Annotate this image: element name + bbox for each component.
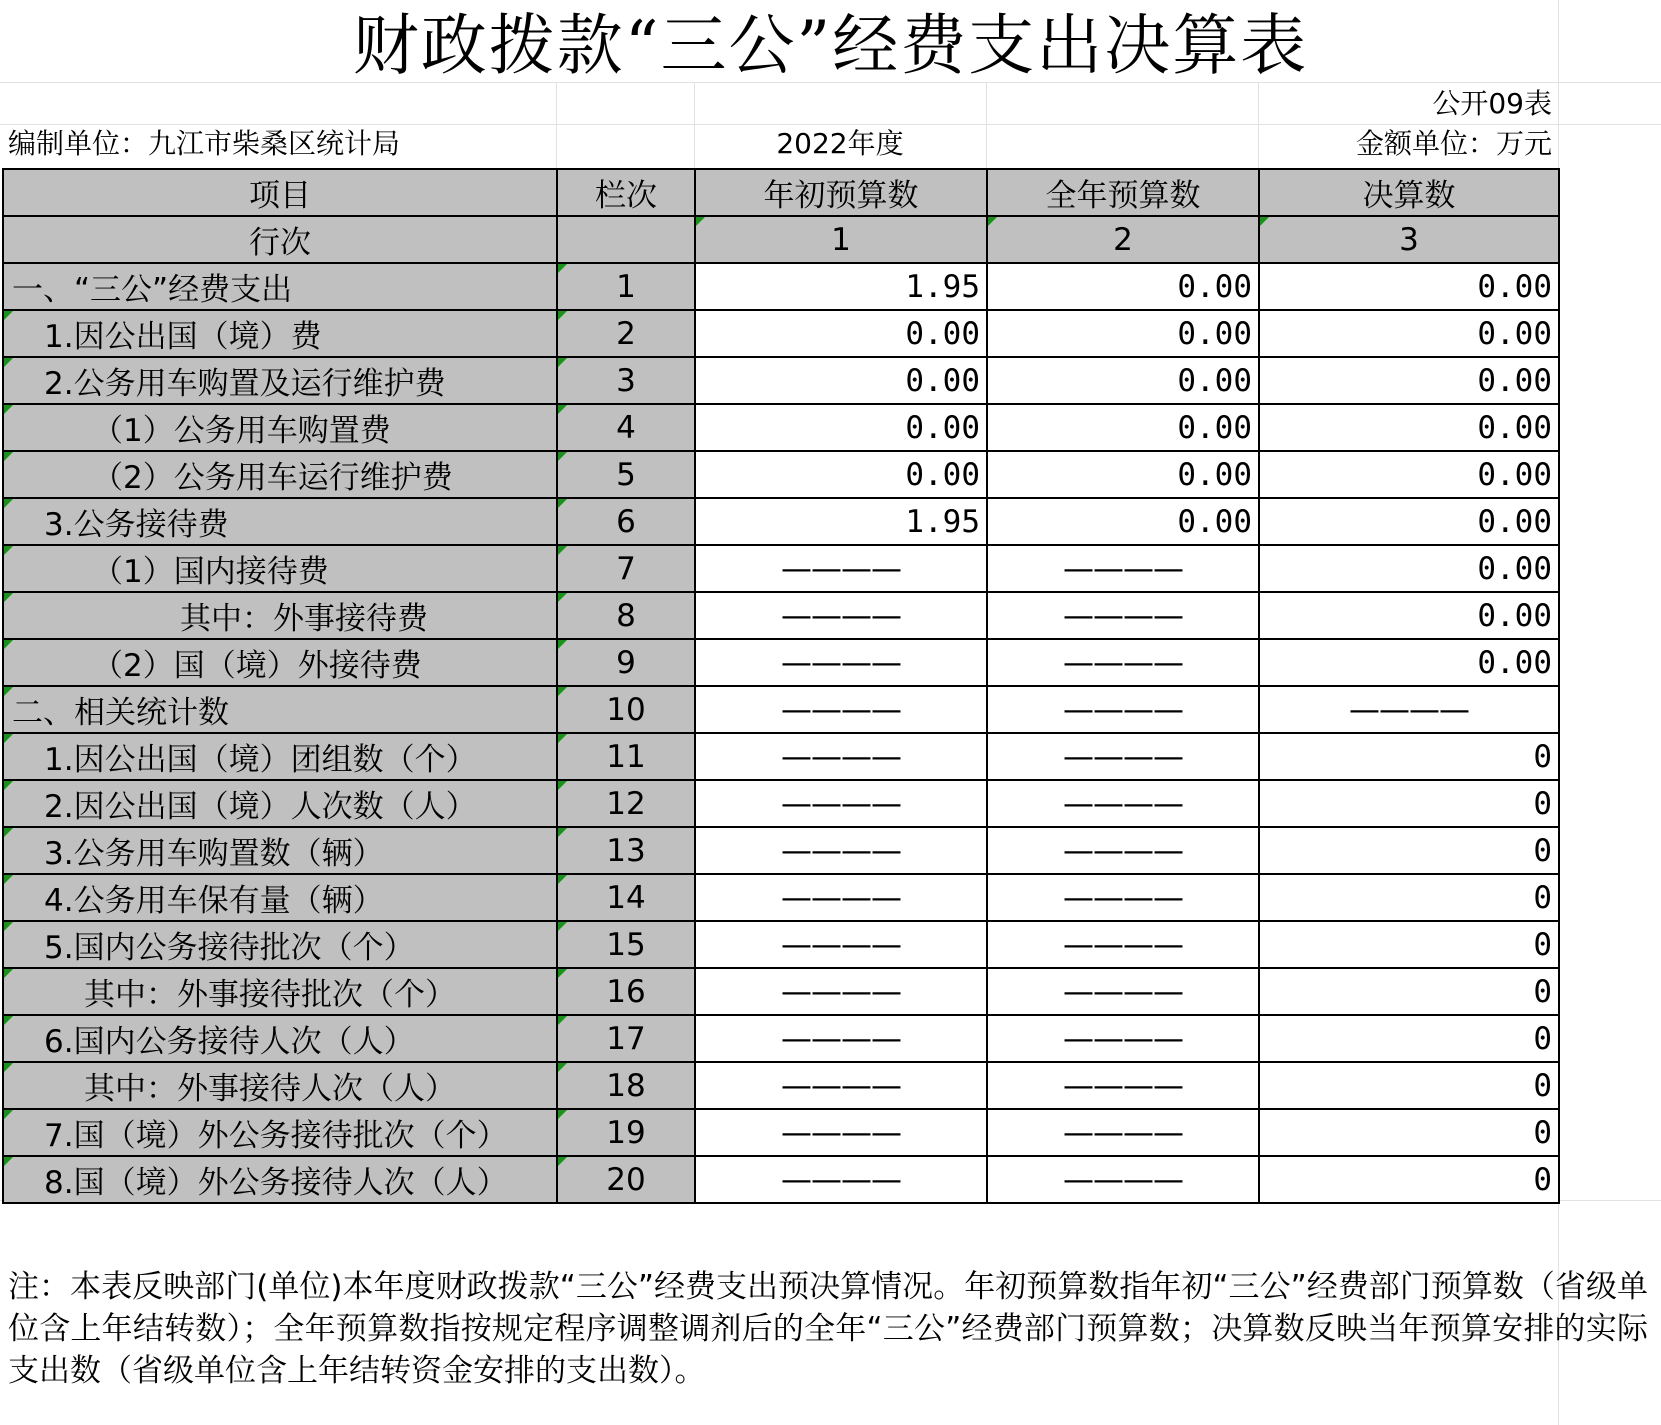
row-item: 1.因公出国（境）费 <box>3 310 557 357</box>
row-item: 其中：外事接待批次（个） <box>3 968 557 1015</box>
row-item: 3.公务接待费 <box>3 498 557 545</box>
row-final-account: 0.00 <box>1259 639 1559 686</box>
row-initial-budget: 0.00 <box>695 404 987 451</box>
header-index-row <box>3 216 1559 263</box>
row-full-year-budget: 0.00 <box>987 404 1259 451</box>
row-initial-budget: ———— <box>695 686 987 733</box>
row-col-no: 19 <box>557 1109 695 1156</box>
row-initial-budget: ———— <box>695 968 987 1015</box>
currency-unit: 金额单位：万元 <box>1355 127 1552 160</box>
report-title: 财政拨款“三公”经费支出决算表 <box>352 7 1309 84</box>
header-index-1: 1 <box>695 216 987 263</box>
row-col-no: 14 <box>557 874 695 921</box>
row-final-account: ———— <box>1259 686 1559 733</box>
row-full-year-budget: ———— <box>987 639 1259 686</box>
table-note: 注：本表反映部门(单位)本年度财政拨款“三公”经费支出预决算情况。年初预算数指年初“三公”经费部门预算数（省级单位含上年结转数）；全年预算数指按规定程序调整调剂后的全年“三公”经费部门预算数；决算数反映当年预算安排的实际支出数（省级单位含上年结转资金安排的支出数）。 <box>8 1269 1648 1389</box>
header-item: 项目 <box>3 169 557 216</box>
row-final-account: 0.00 <box>1259 310 1559 357</box>
row-final-account: 0 <box>1259 968 1559 1015</box>
row-initial-budget: ———— <box>695 1156 987 1203</box>
table-row <box>3 498 1559 545</box>
row-full-year-budget: ———— <box>987 968 1259 1015</box>
row-full-year-budget: ———— <box>987 592 1259 639</box>
table-row <box>3 545 1559 592</box>
row-full-year-budget: ———— <box>987 1109 1259 1156</box>
gridline <box>1258 82 1259 168</box>
row-item: 6.国内公务接待人次（人） <box>3 1015 557 1062</box>
table-row <box>3 1062 1559 1109</box>
gridline <box>556 82 557 168</box>
row-item: 2.因公出国（境）人次数（人） <box>3 780 557 827</box>
table-row <box>3 357 1559 404</box>
row-full-year-budget: 0.00 <box>987 498 1259 545</box>
table-row <box>3 639 1559 686</box>
row-item: 二、相关统计数 <box>3 686 557 733</box>
table-row <box>3 921 1559 968</box>
header-row-label: 行次 <box>3 216 557 263</box>
row-initial-budget: ———— <box>695 592 987 639</box>
row-col-no: 3 <box>557 357 695 404</box>
row-item: 一、“三公”经费支出 <box>3 263 557 310</box>
header-blank <box>557 216 695 263</box>
table-row <box>3 968 1559 1015</box>
row-initial-budget: ———— <box>695 874 987 921</box>
table-row <box>3 404 1559 451</box>
row-initial-budget: ———— <box>695 1062 987 1109</box>
row-final-account: 0 <box>1259 780 1559 827</box>
row-item: 3.公务用车购置数（辆） <box>3 827 557 874</box>
table-row <box>3 310 1559 357</box>
row-final-account: 0 <box>1259 1156 1559 1203</box>
row-col-no: 10 <box>557 686 695 733</box>
table-row <box>3 827 1559 874</box>
row-initial-budget: ———— <box>695 1015 987 1062</box>
row-initial-budget: ———— <box>695 1109 987 1156</box>
row-item: （1）国内接待费 <box>3 545 557 592</box>
row-col-no: 8 <box>557 592 695 639</box>
row-final-account: 0.00 <box>1259 263 1559 310</box>
row-final-account: 0.00 <box>1259 357 1559 404</box>
table-row <box>3 592 1559 639</box>
row-col-no: 6 <box>557 498 695 545</box>
header-index-2: 2 <box>987 216 1259 263</box>
row-full-year-budget: ———— <box>987 874 1259 921</box>
row-full-year-budget: ———— <box>987 1062 1259 1109</box>
row-initial-budget: 1.95 <box>695 263 987 310</box>
row-final-account: 0 <box>1259 733 1559 780</box>
row-initial-budget: ———— <box>695 639 987 686</box>
row-item: （2）公务用车运行维护费 <box>3 451 557 498</box>
row-full-year-budget: ———— <box>987 827 1259 874</box>
gridline <box>986 82 987 168</box>
table-row <box>3 686 1559 733</box>
row-final-account: 0.00 <box>1259 545 1559 592</box>
row-full-year-budget: 0.00 <box>987 310 1259 357</box>
header-initial-budget: 年初预算数 <box>695 169 987 216</box>
table-row <box>3 874 1559 921</box>
table-row <box>3 263 1559 310</box>
compiling-unit: 编制单位：九江市柴桑区统计局 <box>8 127 401 160</box>
row-final-account: 0 <box>1259 874 1559 921</box>
row-initial-budget: 0.00 <box>695 451 987 498</box>
row-col-no: 12 <box>557 780 695 827</box>
table-row <box>3 451 1559 498</box>
row-full-year-budget: ———— <box>987 545 1259 592</box>
table-row <box>3 733 1559 780</box>
row-initial-budget: ———— <box>695 780 987 827</box>
row-full-year-budget: ———— <box>987 1156 1259 1203</box>
gridline <box>0 124 1661 125</box>
row-final-account: 0.00 <box>1259 498 1559 545</box>
fiscal-year: 2022年度 <box>776 127 904 160</box>
row-full-year-budget: ———— <box>987 780 1259 827</box>
row-final-account: 0.00 <box>1259 592 1559 639</box>
row-item: 4.公务用车保有量（辆） <box>3 874 557 921</box>
table-row <box>3 1156 1559 1203</box>
row-col-no: 2 <box>557 310 695 357</box>
header-row <box>3 169 1559 216</box>
row-col-no: 5 <box>557 451 695 498</box>
row-final-account: 0 <box>1259 1062 1559 1109</box>
form-number: 公开09表 <box>1432 87 1552 120</box>
header-col-no: 栏次 <box>557 169 695 216</box>
row-final-account: 0 <box>1259 1015 1559 1062</box>
row-full-year-budget: 0.00 <box>987 357 1259 404</box>
row-initial-budget: ———— <box>695 921 987 968</box>
row-item: （2）国（境）外接待费 <box>3 639 557 686</box>
row-item: 7.国（境）外公务接待批次（个） <box>3 1109 557 1156</box>
header-index-3: 3 <box>1259 216 1559 263</box>
row-full-year-budget: ———— <box>987 921 1259 968</box>
row-initial-budget: ———— <box>695 827 987 874</box>
row-initial-budget: 0.00 <box>695 357 987 404</box>
row-item: 2.公务用车购置及运行维护费 <box>3 357 557 404</box>
row-col-no: 1 <box>557 263 695 310</box>
row-final-account: 0.00 <box>1259 404 1559 451</box>
row-item: （1）公务用车购置费 <box>3 404 557 451</box>
row-col-no: 9 <box>557 639 695 686</box>
row-initial-budget: ———— <box>695 545 987 592</box>
row-final-account: 0 <box>1259 1109 1559 1156</box>
row-col-no: 7 <box>557 545 695 592</box>
header-final-account: 决算数 <box>1259 169 1559 216</box>
row-col-no: 20 <box>557 1156 695 1203</box>
row-full-year-budget: 0.00 <box>987 451 1259 498</box>
row-full-year-budget: ———— <box>987 1015 1259 1062</box>
row-col-no: 11 <box>557 733 695 780</box>
row-initial-budget: 1.95 <box>695 498 987 545</box>
table-row <box>3 780 1559 827</box>
row-final-account: 0 <box>1259 827 1559 874</box>
row-item: 其中：外事接待费 <box>3 592 557 639</box>
row-item: 8.国（境）外公务接待人次（人） <box>3 1156 557 1203</box>
row-item: 5.国内公务接待批次（个） <box>3 921 557 968</box>
row-final-account: 0 <box>1259 921 1559 968</box>
row-full-year-budget: ———— <box>987 686 1259 733</box>
row-col-no: 16 <box>557 968 695 1015</box>
row-col-no: 13 <box>557 827 695 874</box>
row-col-no: 15 <box>557 921 695 968</box>
row-initial-budget: ———— <box>695 733 987 780</box>
row-full-year-budget: 0.00 <box>987 263 1259 310</box>
table-row <box>3 1015 1559 1062</box>
row-initial-budget: 0.00 <box>695 310 987 357</box>
row-col-no: 18 <box>557 1062 695 1109</box>
row-final-account: 0.00 <box>1259 451 1559 498</box>
row-col-no: 17 <box>557 1015 695 1062</box>
row-item: 其中：外事接待人次（人） <box>3 1062 557 1109</box>
row-col-no: 4 <box>557 404 695 451</box>
budget-table <box>2 168 1560 1204</box>
header-full-year-budget: 全年预算数 <box>987 169 1259 216</box>
row-item: 1.因公出国（境）团组数（个） <box>3 733 557 780</box>
row-full-year-budget: ———— <box>987 733 1259 780</box>
table-row <box>3 1109 1559 1156</box>
